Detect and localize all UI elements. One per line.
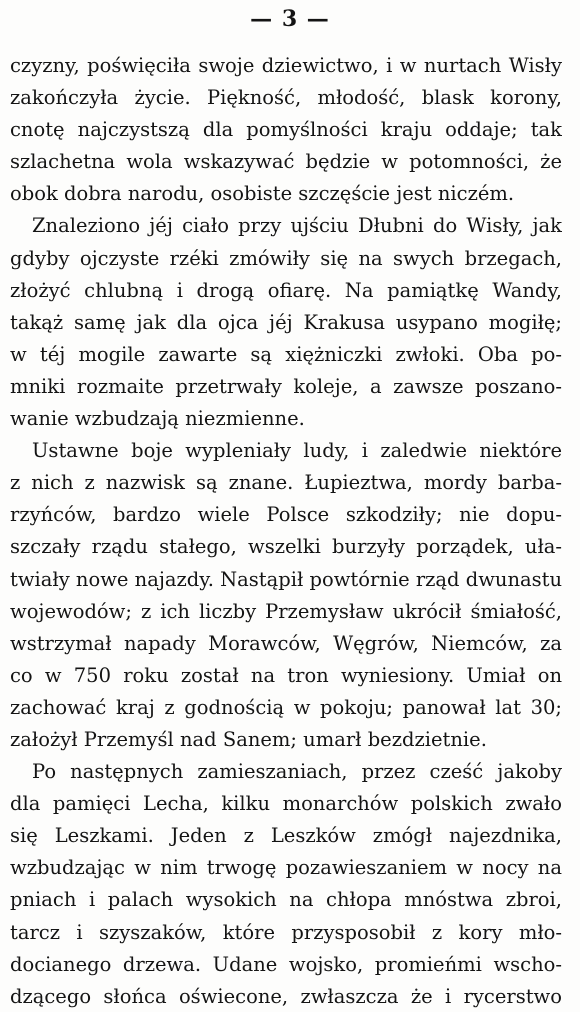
text-line: docianego drzewa. Udane wojsko, promieńmi wscho- [10,952,562,976]
paragraph-first-line: Znaleziono jéj ciało przy ujściu Dłubni do Wisły, jak [32,214,562,238]
text-line: czyzny, poświęciła swoje dziewictwo, i w nurtach Wisły [10,54,562,77]
text-line: mniki rozmaite przetrwały koleje, a zawsze poszano- [10,374,562,398]
text-line: tarcz i szyszaków, które przysposobił z kory mło- [10,920,562,944]
text-line: się Leszkami. Jeden z Leszków zmógł najezdnika, [10,824,562,848]
text-line: twiały nowe najazdy. Nastąpił powtórnie rząd dwunastu [10,567,562,591]
text-line: szlachetna wola wskazywać będzie w potomności, że [10,150,562,174]
text-line: złożyć chlubną i drogą ofiarę. Na pamiątkę Wandy, [10,278,562,302]
text-line: takąż samę jak dla ojca jéj Krakusa usypano mogiłę; [10,310,562,334]
text-line: zakończyła życie. Piękność, młodość, blask korony, [10,86,562,110]
text-line: dla pamięci Lecha, kilku monarchów polskich zwało [10,792,562,816]
text-line: z nich z nazwisk są znane. Łupieztwa, mordy barba- [10,471,562,495]
text-line: wanie wzbudzają niezmienne. [10,407,305,431]
text-line: szczały rządu stałego, wszelki burzyły porządek, uła- [10,535,562,559]
text-line: wojewodów; z ich liczby Przemysław ukrócił śmiałość, [10,599,562,623]
text-line: co w 750 roku został na tron wyniesiony. Umiał on [10,663,562,687]
text-line: rzyńców, bardzo wiele Polsce szkodziły; nie dopu- [10,503,562,527]
text-line: gdyby ojczyste rzéki zmówiły się na swych brzegach, [10,246,562,270]
text-line: wstrzymał napady Morawców, Węgrów, Niemców, za [10,631,562,655]
body-text [10,50,562,1013]
paragraph-first-line: Po następnych zamieszaniach, przez cześć jakoby [32,760,562,784]
text-line: w téj mogile zawarte są xiężniczki zwłoki. Oba po- [10,342,562,366]
text-line: cnotę najczystszą dla pomyślności kraju oddaje; tak [10,118,562,142]
text-line: założył Przemyśl nad Sanem; umarł bezdzietnie. [10,727,487,751]
text-line: dzącego słońca oświecone, zwłaszcza że i rycerstwo [10,984,562,1008]
text-line: obok dobra narodu, osobiste szczęście jest niczém. [10,182,515,206]
page-number: — 3 — [250,6,330,32]
text-line: wzbudzając w nim trwogę pozawieszaniem w nocy na [10,856,562,880]
paragraph-first-line: Ustawne boje wypleniały ludy, i zaledwie niektóre [32,439,562,463]
text-line: zachować kraj z godnością w pokoju; panował lat 30; [10,695,562,719]
text-line: pniach i palach wysokich na chłopa mnóstwa zbroi, [10,888,562,912]
